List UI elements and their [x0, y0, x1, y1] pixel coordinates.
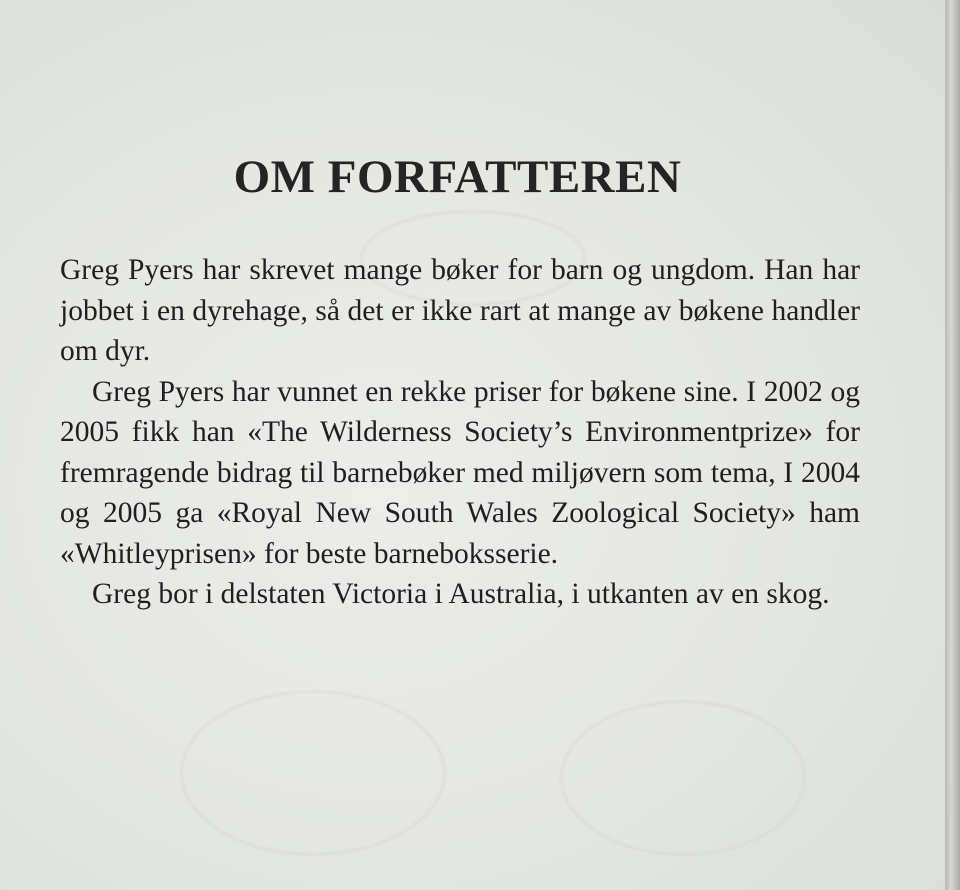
page-edge: [945, 0, 960, 890]
bleed-through-shape: [180, 690, 446, 856]
bio-paragraph-3: Greg bor i delstaten Victoria i Australia, i utkanten av en skog.: [92, 578, 830, 610]
page-title: OM FORFATTEREN: [233, 151, 682, 203]
author-bio: [60, 250, 860, 615]
bio-paragraph-1: Greg Pyers har skrevet mange bøker for barn og ungdom. Han har jobbet i en dyrehage, så det er ikke rart at mange av bøkene handler om dyr.: [60, 254, 860, 367]
bleed-through-shape: [560, 700, 806, 856]
bio-paragraph-2: Greg Pyers har vunnet en rekke priser for bøkene sine. I 2002 og 2005 fikk han «The Wilderness Society’s Environmentprize» for fremragende bidrag til barnebøker med miljøvern som tema, I 2004 og 2005 ga «Royal New South Wales Zoological Society» ham «Whitleyprisen» for beste barneboksserie.: [60, 375, 860, 570]
